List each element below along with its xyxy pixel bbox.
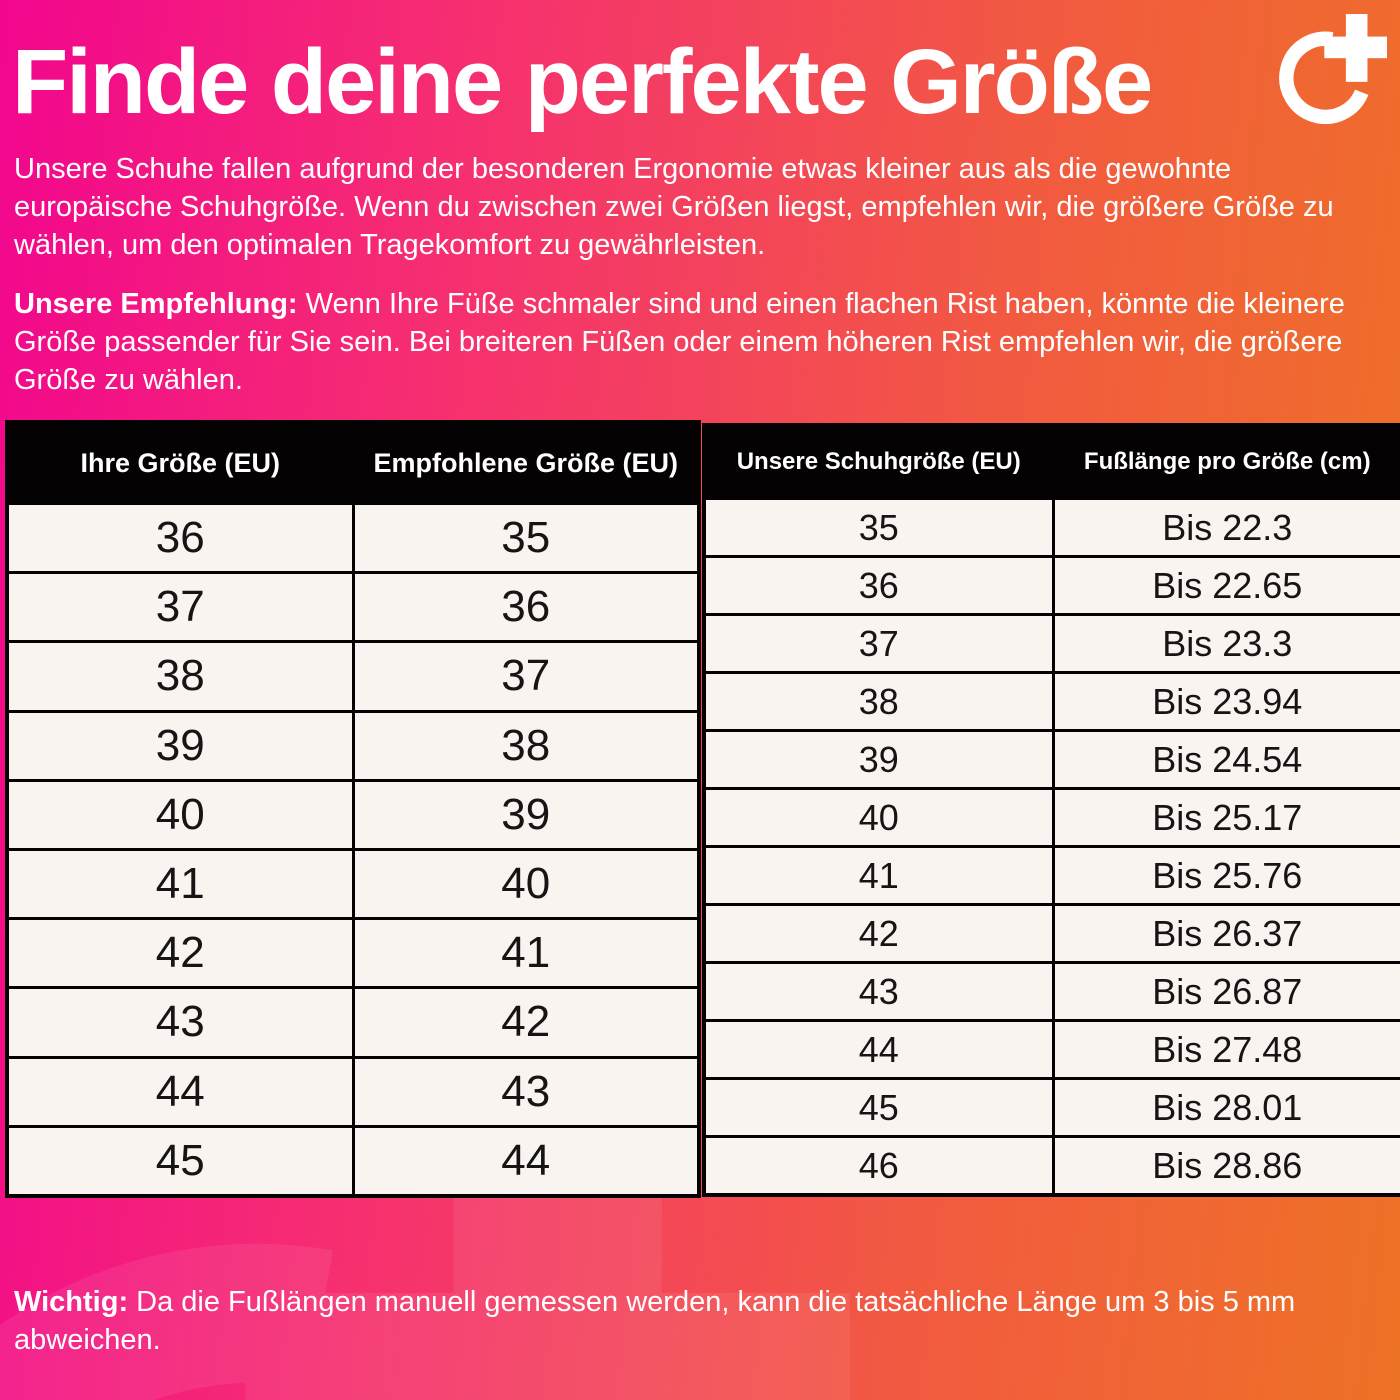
table-cell: 38 [9,643,352,709]
table-cell: Bis 25.76 [1055,848,1400,903]
table-cell: Bis 26.37 [1055,906,1400,961]
table-cell: 39 [355,782,698,848]
table-cell: 43 [706,964,1052,1019]
table-cell: Bis 23.94 [1055,674,1400,729]
table-cell: 35 [355,505,698,571]
table-cell: 38 [355,713,698,779]
table-cell: 45 [706,1080,1052,1135]
size-recommendation-table [5,420,701,1198]
table-cell: 44 [9,1059,352,1125]
table-cell: 36 [355,574,698,640]
table-cell: 40 [355,851,698,917]
table-cell: 40 [706,790,1052,845]
table-cell: 42 [355,989,698,1055]
table-cell: 43 [355,1059,698,1125]
foot-length-table [702,423,1400,1197]
table-cell: Bis 26.87 [1055,964,1400,1019]
table-cell: 39 [706,732,1052,787]
table-cell: 37 [9,574,352,640]
table-cell: 41 [706,848,1052,903]
column-header-ihre-groesse: Ihre Größe (EU) [9,424,352,502]
recommendation-text: Wenn Ihre Füße schmaler sind und einen flachen Rist haben, könnte die kleinere Größe passender für Sie sein. Bei breiteren Füßen oder einem höheren Rist empfehlen wir, die größere Größe zu wählen. [14,288,1345,396]
table-cell: Bis 23.3 [1055,616,1400,671]
table-cell: 44 [355,1128,698,1194]
table-cell: Bis 22.3 [1055,500,1400,555]
column-header-empfohlene-groesse: Empfohlene Größe (EU) [355,424,698,502]
table-cell: 42 [706,906,1052,961]
page-title: Finde deine perfekte Größe [12,31,1152,133]
table-cell: 41 [9,851,352,917]
recommendation-paragraph [14,285,1354,399]
table-cell: 41 [355,920,698,986]
table-cell: 40 [9,782,352,848]
note-paragraph [14,1283,1364,1359]
recommendation-label: Unsere Empfehlung: [14,288,298,320]
table-cell: 36 [706,558,1052,613]
table-cell: Bis 28.01 [1055,1080,1400,1135]
column-header-unsere-schuhgroesse: Unsere Schuhgröße (EU) [706,427,1052,497]
circle-plus-logo-icon [1277,14,1387,124]
table-cell: 37 [706,616,1052,671]
table-cell: 44 [706,1022,1052,1077]
table-cell: 39 [9,713,352,779]
note-label: Wichtig: [14,1286,129,1318]
table-cell: Bis 27.48 [1055,1022,1400,1077]
intro-paragraph: Unsere Schuhe fallen aufgrund der besonderen Ergonomie etwas kleiner aus als die gewohnte europäische Schuhgröße. Wenn du zwischen zwei Größen liegst, empfehlen wir, die größere Größe zu wählen, um den optimalen Tragekomfort zu gewährleisten. [14,153,1334,261]
table-cell: 36 [9,505,352,571]
table-cell: 45 [9,1128,352,1194]
table-cell: 38 [706,674,1052,729]
table-cell: Bis 25.17 [1055,790,1400,845]
table-cell: Bis 22.65 [1055,558,1400,613]
table-cell: 42 [9,920,352,986]
note-text: Da die Fußlängen manuell gemessen werden, kann die tatsächliche Länge um 3 bis 5 mm abweichen. [14,1286,1296,1356]
column-header-fusslaenge: Fußlänge pro Größe (cm) [1055,427,1400,497]
table-cell: 37 [355,643,698,709]
table-cell: Bis 28.86 [1055,1138,1400,1193]
table-cell: 43 [9,989,352,1055]
table-cell: 35 [706,500,1052,555]
table-cell: Bis 24.54 [1055,732,1400,787]
table-cell: 46 [706,1138,1052,1193]
